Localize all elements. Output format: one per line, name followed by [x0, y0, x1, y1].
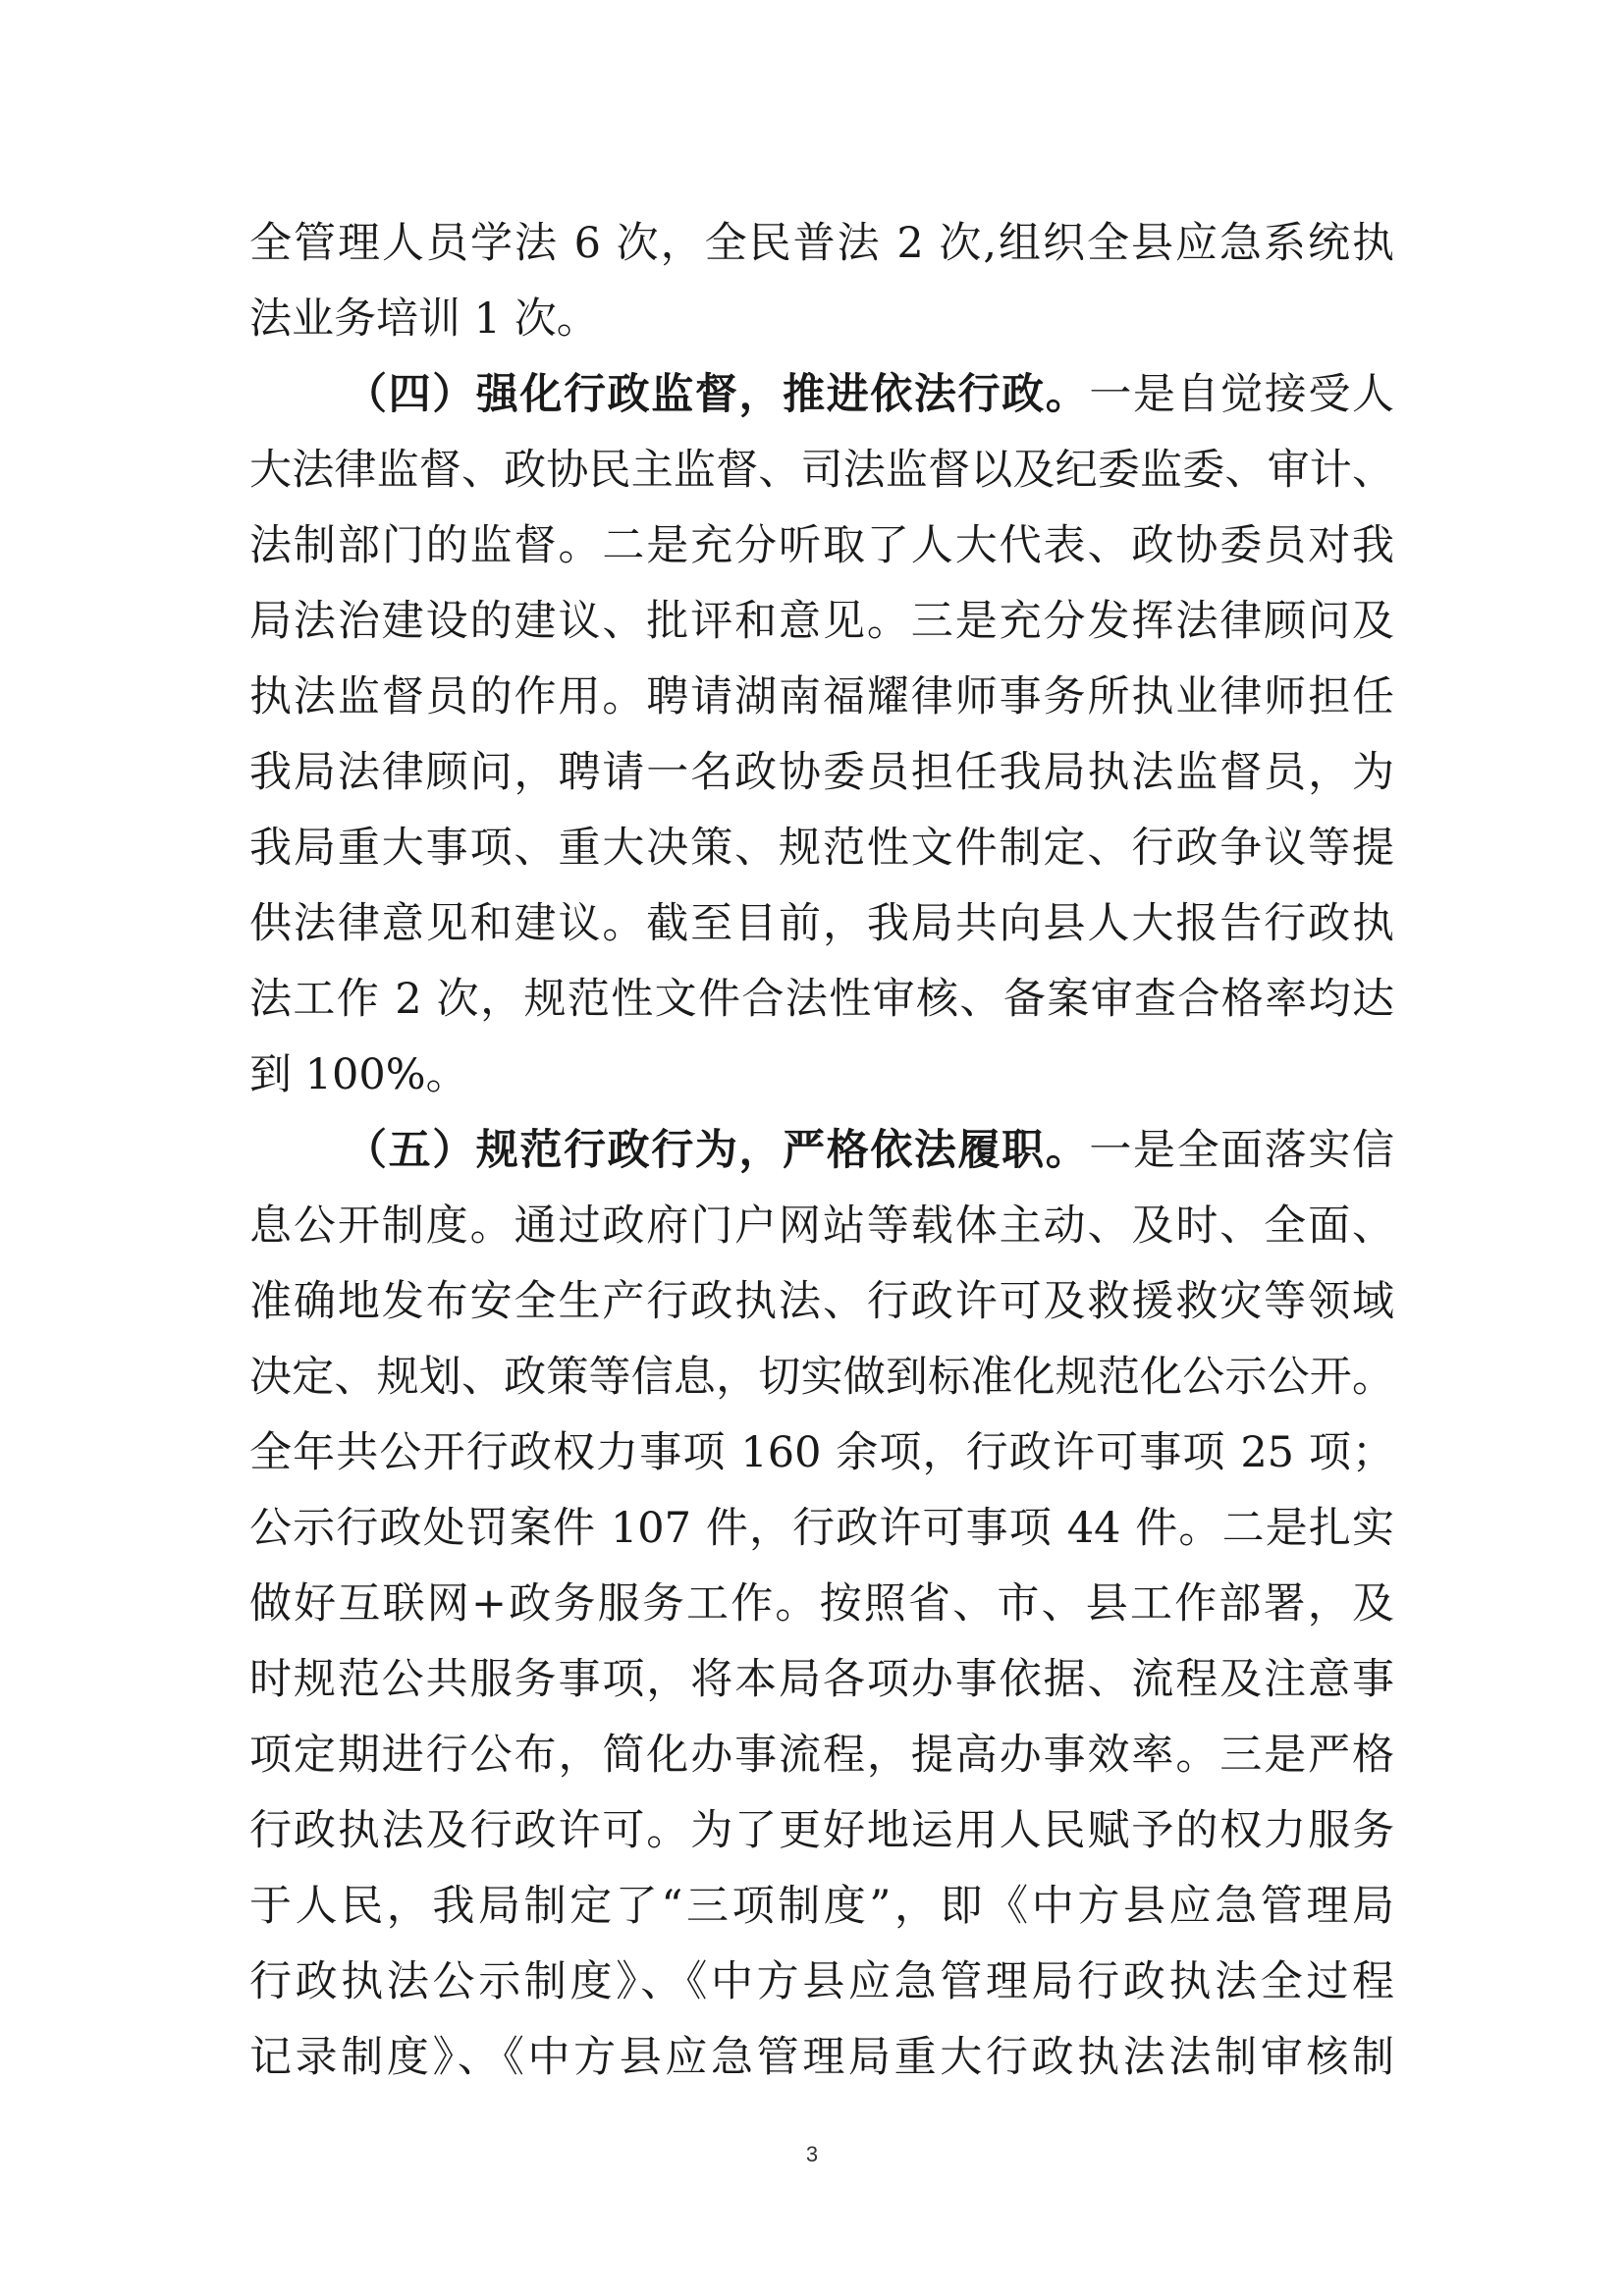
text-line: 记录制度》、《中方县应急管理局重大行政执法法制审核制 [249, 2033, 1394, 2082]
text-line: 全管理人员学法 6 次，全民普法 2 次,组织全县应急系统执 [249, 219, 1394, 268]
text-line: 决定、规划、政策等信息，切实做到标准化规范化公示公开。 [249, 1353, 1394, 1402]
body-text [249, 206, 1394, 2096]
text-line: 法业务培训 1 次。 [249, 294, 599, 344]
text-line: 时规范公共服务事项，将本局各项办事依据、流程及注意事 [249, 1655, 1394, 1704]
text-line: 局法治建设的建议、批评和意见。三是充分发挥法律顾问及 [249, 597, 1394, 646]
text-line [249, 357, 1394, 433]
text-line: 于人民，我局制定了“三项制度”，即《中方县应急管理局 [249, 1882, 1394, 1931]
text-line: 息公开制度。通过政府门户网站等载体主动、及时、全面、 [249, 1201, 1394, 1251]
text-line: 大法律监督、政协民主监督、司法监督以及纪委监委、审计、 [249, 446, 1394, 495]
page-number: 3 [805, 2142, 819, 2166]
text-line: 执法监督员的作用。聘请湖南福耀律师事务所执业律师担任 [249, 672, 1394, 721]
text-line: 到 100%。 [249, 1050, 468, 1099]
text-line: 法制部门的监督。二是充分听取了人大代表、政协委员对我 [249, 521, 1394, 570]
text-line: 项定期进行公布，简化办事流程，提高办事效率。三是严格 [249, 1731, 1394, 1780]
text-line: 行政执法公示制度》、《中方县应急管理局行政执法全过程 [249, 1957, 1394, 2006]
text-line [249, 1113, 1394, 1189]
text-line: 准确地发布安全生产行政执法、行政许可及救援救灾等领域 [249, 1277, 1394, 1326]
text-line: 供法律意见和建议。截至目前，我局共向县人大报告行政执 [249, 899, 1394, 948]
text-line: 行政执法及行政许可。为了更好地运用人民赋予的权力服务 [249, 1806, 1394, 1855]
text-line-rest: 一是全面落实信 [1089, 1126, 1395, 1175]
text-line-rest: 一是自觉接受人 [1089, 370, 1395, 419]
text-line: 全年共公开行政权力事项 160 余项，行政许可事项 25 项； [249, 1428, 1394, 1477]
section-heading: （五）规范行政行为，严格依法履职。 [345, 1126, 1090, 1175]
text-line: 我局重大事项、重大决策、规范性文件制定、行政争议等提 [249, 824, 1394, 873]
text-line: 法工作 2 次，规范性文件合法性审核、备案审查合格率均达 [249, 975, 1394, 1024]
text-line: 公示行政处罚案件 107 件，行政许可事项 44 件。二是扎实 [249, 1504, 1394, 1553]
text-line: 做好互联网+政务服务工作。按照省、市、县工作部署，及 [249, 1579, 1394, 1629]
text-line: 我局法律顾问，聘请一名政协委员担任我局执法监督员，为 [249, 748, 1394, 797]
section-heading: （四）强化行政监督，推进依法行政。 [345, 370, 1090, 419]
